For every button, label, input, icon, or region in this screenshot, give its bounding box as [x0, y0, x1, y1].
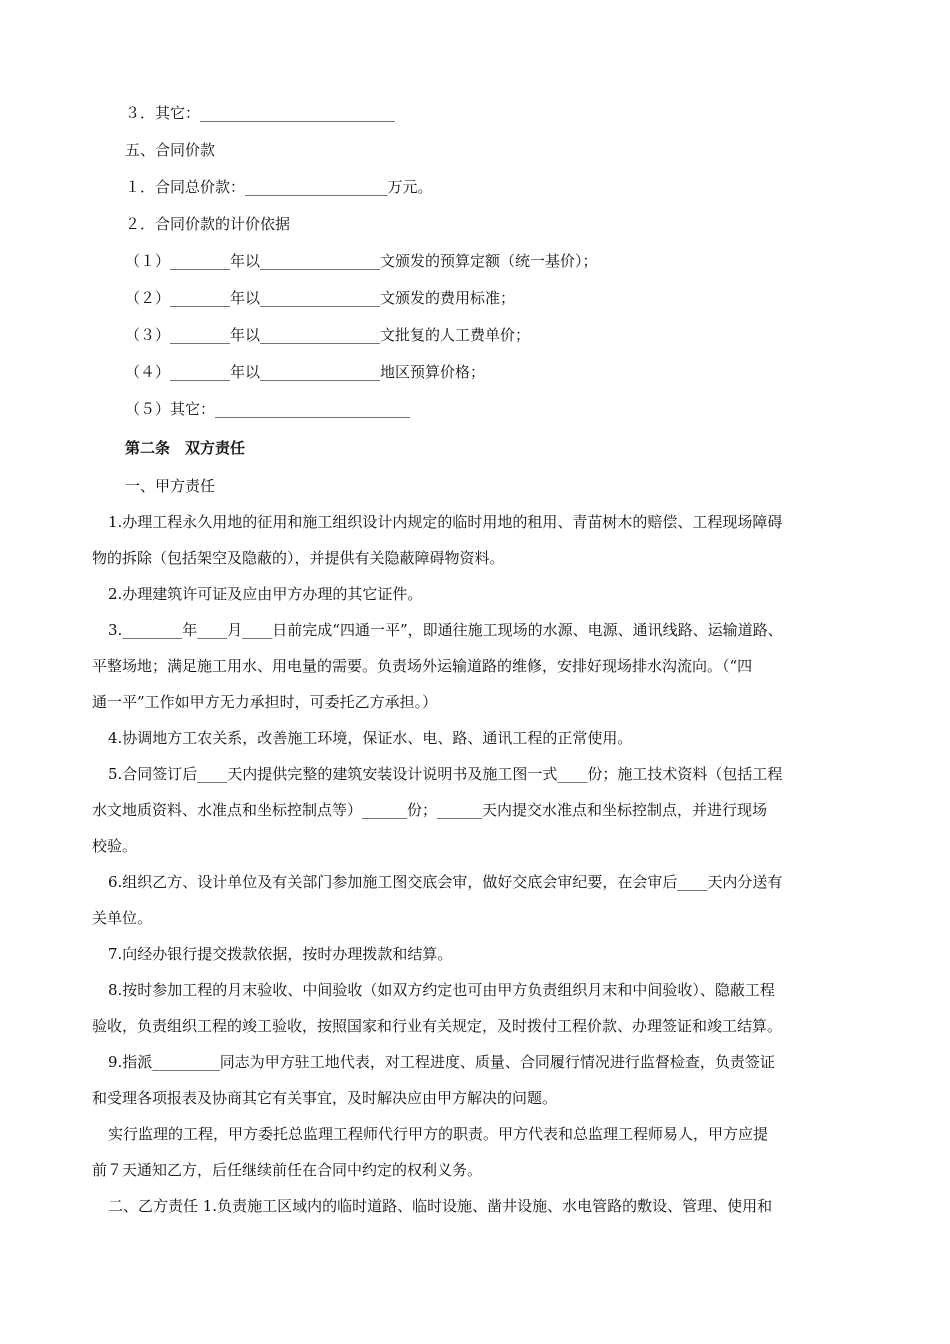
party-a-item-9-line-2: 和受理各项报表及协商其它有关事宜，及时解决应由甲方解决的问题。: [92, 1089, 558, 1107]
party-a-item-9-line-1: 9.指派_________同志为甲方驻工地代表，对工程进度、质量、合同履行情况进行监督检查，负责签证: [108, 1053, 775, 1071]
party-a-item-4: 4.协调地方工农关系，改善施工环境，保证水、电、路、通讯工程的正常使用。: [108, 729, 633, 747]
party-a-item-6-line-1: 6.组织乙方、设计单位及有关部门参加施工图交底会审，做好交底会审纪要，在会审后____天内分送有: [108, 873, 783, 891]
party-a-item-8-line-2: 验收，负责组织工程的竣工验收，按照国家和行业有关规定，及时拨付工程价款、办理签证和竣工结算。: [92, 1017, 783, 1035]
party-a-item-1-line-2: 物的拆除（包括架空及隐蔽的），并提供有关隐蔽障碍物资料。: [92, 549, 505, 567]
party-a-item-3-line-3: 通一平”工作如甲方无力承担时，可委托乙方承担。）: [92, 693, 438, 711]
basis-5: （５）其它：__________________________: [125, 400, 411, 418]
supervision-line-2: 前７天通知乙方，后任继续前任在合同中约定的权利义务。: [92, 1161, 483, 1179]
basis-3: （３）________年以________________文批复的人工费单价；: [125, 326, 531, 344]
party-a-item-7: 7.向经办银行提交拨款依据，按时办理拨款和结算。: [108, 945, 453, 963]
party-a-item-5-line-3: 校验。: [92, 837, 138, 855]
item-pricing-basis: ２．合同价款的计价依据: [125, 215, 291, 233]
party-a-item-5-line-2: 水文地质资料、水准点和坐标控制点等）______份；______天内提交水准点和坐标控制点，并进行现场: [92, 801, 768, 819]
party-a-item-3-line-2: 平整场地；满足施工用水、用电量的需要。负责场外运输道路的维修，安排好现场排水沟流向。（“四: [92, 657, 753, 675]
party-a-heading: 一、甲方责任: [125, 477, 216, 495]
basis-2: （２）________年以________________文颁发的费用标准；: [125, 289, 516, 307]
party-a-item-3-line-1: 3.________年____月____日前完成“四通一平”，即通往施工现场的水源、电源、通讯线路、运输道路、: [108, 621, 783, 639]
party-a-item-1-line-1: 1.办理工程永久用地的征用和施工组织设计内规定的临时用地的租用、青苗树木的赔偿、工程现场障碍: [108, 513, 783, 531]
basis-4: （４）________年以________________地区预算价格；: [125, 363, 486, 381]
party-b-heading-item-1: 二、乙方责任 1.负责施工区域内的临时道路、临时设施、凿井设施、水电管路的敷设、管理、使用和: [108, 1197, 773, 1215]
section-contract-price: 五、合同价款: [125, 141, 216, 159]
item-3-other: ３．其它：__________________________: [125, 104, 396, 122]
supervision-line-1: 实行监理的工程，甲方委托总监理工程师代行甲方的职责。甲方代表和总监理工程师易人，甲方应提: [108, 1125, 769, 1143]
party-a-item-5-line-1: 5.合同签订后____天内提供完整的建筑安装设计说明书及施工图一式____份；施工技术资料（包括工程: [108, 765, 783, 783]
party-a-item-6-line-2: 关单位。: [92, 909, 153, 927]
party-a-item-2: 2.办理建筑许可证及应由甲方办理的其它证件。: [108, 585, 423, 603]
basis-1: （１）________年以________________文颁发的预算定额（统一基价）；: [125, 252, 598, 270]
article-2-heading: 第二条 双方责任: [125, 439, 246, 457]
party-a-item-8-line-1: 8.按时参加工程的月末验收、中间验收（如双方约定也可由甲方负责组织月末和中间验收）、隐蔽工程: [108, 981, 775, 999]
item-total-price: １．合同总价款：___________________万元。: [125, 178, 433, 196]
